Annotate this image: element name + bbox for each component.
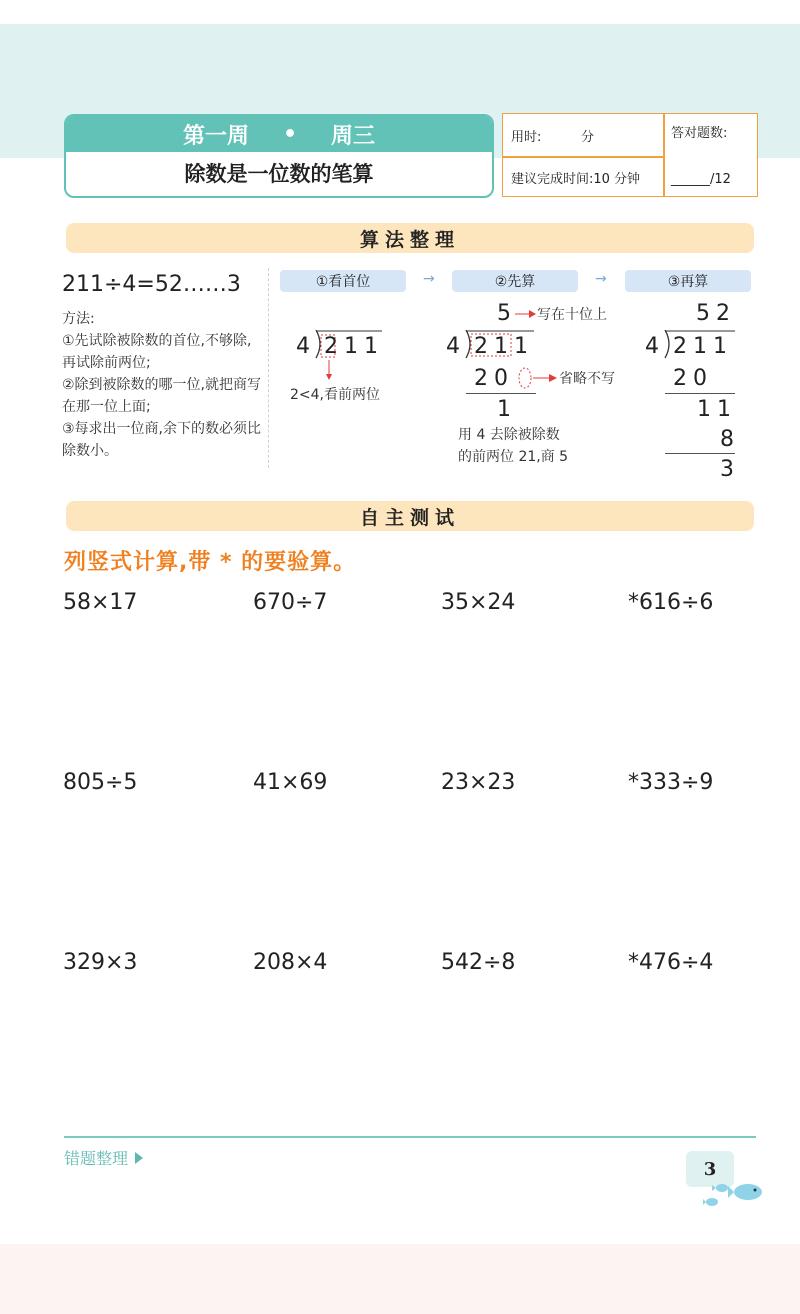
topic-title: 除数是一位数的笔算	[184, 162, 374, 186]
method-line: ②除到被除数的哪一位,就把商写在那一位上面;	[62, 377, 262, 415]
step2-omit-marker	[517, 366, 559, 392]
correct-count-label: 答对题数:	[671, 126, 728, 141]
day-label: 周三	[331, 123, 376, 149]
step-label-1: ①看首位	[280, 270, 406, 292]
step2-note-line2: 的前两位 21,商 5	[458, 449, 569, 465]
step2-product-note: 省略不写	[559, 371, 615, 387]
page-number: 3	[686, 1151, 734, 1187]
step-label-2: ②先算	[452, 270, 578, 292]
step-arrow-icon: →	[595, 271, 607, 287]
step1-divisor: 4	[296, 334, 316, 359]
problem-item: *476÷4	[628, 950, 714, 975]
problem-item: 58×17	[63, 590, 138, 615]
step3-divisor: 4	[645, 334, 665, 359]
footer-background	[0, 1244, 800, 1314]
step3-product2: 8	[720, 427, 740, 452]
step2-product: 20	[474, 366, 514, 391]
step-label-3: ③再算	[625, 270, 751, 292]
problem-item: 35×24	[441, 590, 516, 615]
step1-dividend: 211	[324, 334, 384, 359]
separator-dot: •	[282, 121, 298, 147]
method-line: 方法:	[62, 311, 95, 327]
problem-item: 805÷5	[63, 770, 138, 795]
step3-partial: 11	[697, 397, 737, 422]
section-algorithm-bar: 算法整理	[66, 223, 754, 253]
step2-quotient: 5	[497, 301, 517, 326]
problem-item: 670÷7	[253, 590, 328, 615]
step2-quotient-note: 写在十位上	[537, 307, 607, 323]
section-self-test-bar: 自主测试	[66, 501, 754, 531]
step2-remainder: 1	[497, 397, 517, 422]
time-record-box	[502, 113, 758, 197]
step3-quotient: 52	[696, 301, 736, 326]
triangle-right-icon	[135, 1152, 143, 1164]
problem-item: 329×3	[63, 950, 138, 975]
example-equation: 211÷4=52……3	[62, 272, 241, 297]
footer-divider	[64, 1136, 756, 1138]
step2-subtraction-line	[466, 393, 536, 394]
step1-down-arrow-icon	[324, 360, 334, 382]
time-label: 用时:	[511, 130, 542, 145]
step3-dividend: 211	[673, 334, 733, 359]
problem-item: 208×4	[253, 950, 328, 975]
dashed-divider	[268, 268, 269, 468]
error-review-title	[64, 1146, 143, 1169]
step2-right-arrow-icon	[515, 308, 537, 320]
correct-count-field[interactable]: ______/12	[671, 172, 731, 187]
problem-item: 23×23	[441, 770, 516, 795]
title-week-day	[66, 116, 492, 152]
title-box	[64, 114, 494, 198]
step3-subtraction-line-2	[665, 453, 735, 454]
fish-decoration-icon	[702, 1180, 766, 1210]
method-line: ③每求出一位商,余下的数必须比除数小。	[62, 421, 262, 459]
method-line: ①先试除被除数的首位,不够除,再试除前两位;	[62, 333, 252, 371]
problem-item: *616÷6	[628, 590, 714, 615]
time-box-divider-h	[503, 156, 663, 158]
time-box-divider-v	[663, 114, 665, 196]
step2-divisor: 4	[446, 334, 466, 359]
step1-note: 2<4,看前两位	[290, 387, 380, 403]
error-review-label: 错题整理	[64, 1149, 129, 1168]
suggest-time-label: 建议完成时间:10 分钟	[511, 172, 641, 187]
step2-note-line1: 用 4 去除被除数	[458, 427, 560, 443]
time-unit: 分	[581, 130, 595, 145]
problem-item: 41×69	[253, 770, 328, 795]
step3-remainder: 3	[720, 457, 740, 482]
exercise-instruction: 列竖式计算,带 * 的要验算。	[64, 550, 357, 575]
method-text	[62, 308, 262, 462]
problem-item: *333÷9	[628, 770, 714, 795]
week-label: 第一周	[182, 123, 249, 149]
step3-subtraction-line-1	[665, 393, 735, 394]
step-arrow-icon: →	[423, 271, 435, 287]
step2-dividend: 211	[474, 334, 534, 359]
step3-product1: 20	[673, 366, 713, 391]
problem-item: 542÷8	[441, 950, 516, 975]
